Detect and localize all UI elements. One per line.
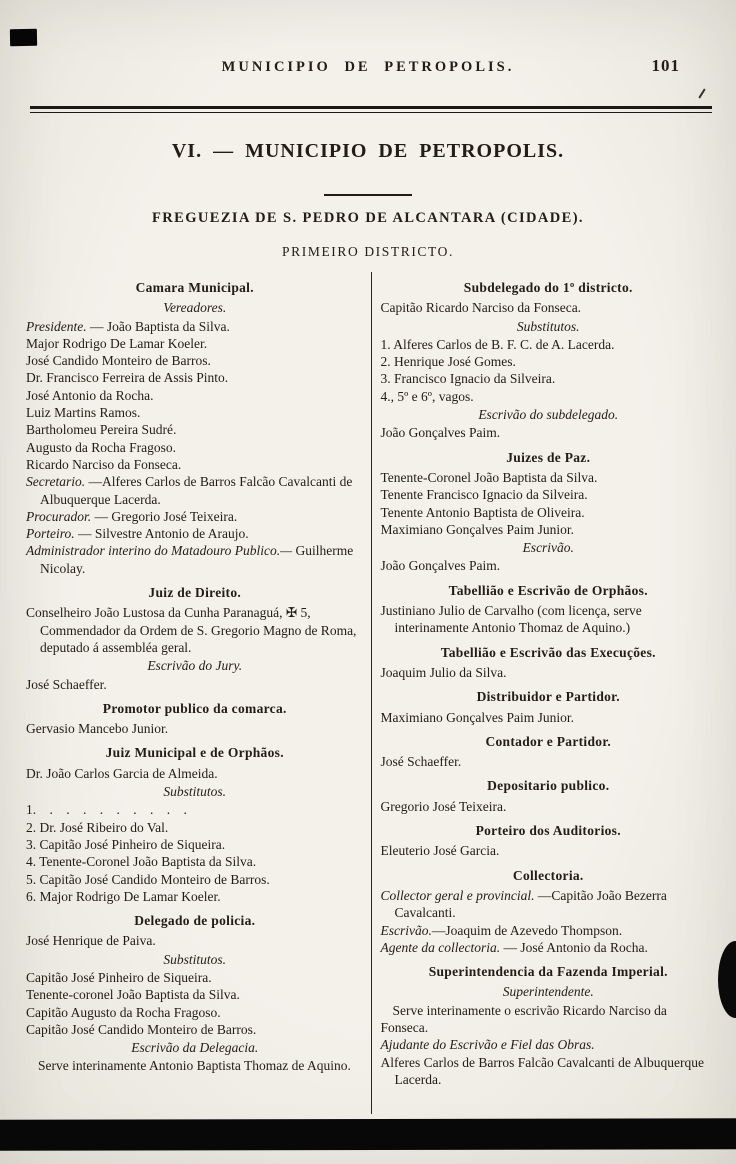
entry-line: Conselheiro João Lustosa da Cunha Paranaguá, ✠ 5, Commendador da Ordem de S. Gregorio Magno de Roma, deputado á assembléa geral. [26, 605, 357, 655]
freguezia-subtitle: FREGUEZIA DE S. PEDRO DE ALCANTARA (CIDADE). [152, 210, 584, 226]
scan-artifact-crescent [718, 941, 736, 1018]
entry-line: Tenente Francisco Ignacio da Silveira. [380, 487, 588, 503]
role-label: Escrivão. [380, 922, 432, 938]
office-subheading: Superintendente. [502, 984, 594, 1000]
entry-line: Ajudante do Escrivão e Fiel das Obras. [380, 1037, 595, 1053]
entry-line: Presidente. — João Baptista da Silva. [26, 318, 230, 334]
entry-line: José Schaeffer. [26, 676, 107, 692]
entry-line: Capitão Ricardo Narciso da Fonseca. [380, 300, 582, 316]
entry-line: José Henrique de Paiva. [26, 933, 156, 949]
entry-line: 4. Tenente-Coronel João Baptista da Silva. [26, 854, 257, 870]
entry-line: Dr. Francisco Ferreira de Assis Pinto. [26, 370, 229, 386]
entry-line: Tenente-coronel João Baptista da Silva. [26, 987, 240, 1003]
entry-line: Gervasio Mancebo Junior. [26, 721, 169, 737]
office-subheading: Escrivão da Delegacia. [131, 1040, 259, 1056]
entry-line: Serve interinamente o escrivão Ricardo Narciso da Fonseca. [380, 1002, 667, 1035]
role-label: Agente da collectoria. [380, 939, 501, 955]
district-heading: PRIMEIRO DISTRICTO. [282, 244, 454, 259]
entry-line: 3. Francisco Ignacio da Silveira. [380, 371, 556, 387]
office-subheading: Vereadores. [163, 300, 227, 316]
entry-line: José Candido Monteiro de Barros. [26, 353, 211, 369]
entry-line: Alferes Carlos de Barros Falcão Cavalcanti de Albuquerque Lacerda. [380, 1054, 705, 1087]
running-title: MUNICIPIO DE PETROPOLIS. [221, 59, 515, 75]
entry-line: 2. Henrique José Gomes. [380, 354, 516, 370]
entry-line: Justiniano Julio de Carvalho (com licença, serve interinamente Antonio Thomaz de Aquino.) [380, 603, 642, 636]
running-header [0, 58, 736, 76]
entry-line: Luiz Martins Ramos. [26, 405, 141, 421]
right-column [372, 272, 717, 1114]
entry-line: Capitão José Pinheiro de Siqueira. [26, 969, 212, 985]
entry-line: Augusto da Rocha Fragoso. [26, 439, 176, 455]
section-heading: Superintendencia da Fazenda Imperial. [428, 964, 668, 980]
entry-line: Escrivão.—Joaquim de Azevedo Thompson. [380, 922, 623, 938]
title-rule [324, 194, 412, 196]
section-heading: Camara Municipal. [135, 280, 254, 295]
office-subheading: Escrivão. [522, 540, 574, 556]
entry-line: Administrador interino do Matadouro Publico.— Guilherme Nicolay. [26, 543, 354, 576]
section-heading: Delegado de policia. [134, 913, 256, 929]
entry-line: Maximiano Gonçalves Paim Junior. [380, 709, 574, 725]
section-heading: Distribuidor e Partidor. [476, 689, 620, 705]
entry-line: 5. Capitão José Candido Monteiro de Barros. [26, 871, 270, 887]
entry-line: Capitão José Candido Monteiro de Barros. [26, 1021, 257, 1037]
entry-line: 1. . . . . . . . . . [26, 802, 187, 818]
entry-line: Procurador. — Gregorio José Teixeira. [26, 508, 238, 524]
entry-line: 1. Alferes Carlos de B. F. C. de A. Lacerda. [380, 336, 615, 352]
section-heading: Tabellião e Escrivão das Execuções. [440, 644, 656, 660]
entry-line: 2. Dr. José Ribeiro do Val. [26, 819, 169, 835]
entry-line: Eleuterio José Garcia. [380, 843, 500, 859]
section-heading: Subdelegado do 1º districto. [463, 280, 633, 295]
section-heading: Juizes de Paz. [506, 449, 591, 465]
scan-artifact-bottom-bar [0, 1118, 736, 1151]
section-heading: Tabellião e Escrivão de Orphãos. [448, 582, 648, 598]
pen-mark-artifact [698, 88, 706, 98]
entry-line: Secretario. —Alferes Carlos de Barros Falcão Cavalcanti de Albuquerque Lacerda. [26, 474, 353, 507]
office-subheading: Substitutos. [163, 784, 227, 800]
entry-line: Capitão Augusto da Rocha Fragoso. [26, 1004, 221, 1020]
entry-line: José Schaeffer. [380, 754, 462, 770]
role-label: Porteiro. [26, 526, 75, 542]
section-heading: Juiz de Direito. [148, 585, 242, 601]
entry-line: Agente da collectoria. — José Antonio da Rocha. [380, 939, 648, 955]
entry-line: Joaquim Julio da Silva. [380, 664, 507, 680]
section-heading: Porteiro dos Auditorios. [475, 823, 621, 839]
entry-line: Bartholomeu Pereira Sudré. [26, 422, 177, 438]
role-label: Procurador. [26, 508, 92, 524]
entry-line: 6. Major Rodrigo De Lamar Koeler. [26, 888, 221, 904]
scan-artifact-top-left [10, 29, 37, 46]
section-heading: Promotor publico da comarca. [102, 700, 287, 716]
role-label: Collector geral e provincial. [380, 887, 535, 903]
entry-line: 4., 5º e 6º, vagos. [380, 388, 474, 404]
office-subheading: Escrivão do Jury. [147, 658, 243, 674]
entry-line: Porteiro. — Silvestre Antonio de Araujo. [26, 526, 249, 542]
section-heading: Collectoria. [512, 867, 584, 883]
entry-line: Dr. João Carlos Garcia de Almeida. [26, 765, 218, 781]
office-subheading: Substitutos. [516, 318, 580, 334]
entry-line: 3. Capitão José Pinheiro de Siqueira. [26, 836, 226, 852]
entry-line: João Gonçalves Paim. [380, 558, 501, 574]
entry-line: Major Rodrigo De Lamar Koeler. [26, 335, 208, 351]
entry-line: Tenente Antonio Baptista de Oliveira. [380, 504, 585, 520]
entry-line: Serve interinamente Antonio Baptista Thomaz de Aquino. [38, 1058, 351, 1074]
entry-line: José Antonio da Rocha. [26, 387, 154, 403]
two-column-body [26, 272, 716, 1114]
section-heading: Depositario publico. [487, 778, 610, 794]
section-heading: Juiz Municipal e de Orphãos. [105, 745, 284, 761]
office-subheading: Escrivão do subdelegado. [478, 407, 619, 423]
office-subheading: Substitutos. [163, 951, 227, 967]
section-heading: Contador e Partidor. [485, 733, 612, 749]
role-label: Administrador interino do Matadouro Publico.— [26, 543, 293, 559]
entry-line: Collector geral e provincial. —Capitão João Bezerra Cavalcanti. [380, 887, 667, 921]
header-double-rule [30, 106, 712, 113]
entry-line: Gregorio José Teixeira. [380, 798, 507, 814]
role-label: Presidente. [26, 318, 87, 334]
entry-line: Maximiano Gonçalves Paim Junior. [380, 521, 574, 537]
entry-line: Tenente-Coronel João Baptista da Silva. [380, 469, 598, 485]
entry-line: João Gonçalves Paim. [380, 425, 501, 441]
role-label: Secretario. [26, 474, 86, 490]
page-number: 101 [651, 56, 680, 75]
page-title: VI. — MUNICIPIO DE PETROPOLIS. [171, 140, 565, 162]
entry-line: Ricardo Narciso da Fonseca. [26, 456, 182, 472]
left-column [26, 272, 371, 1114]
